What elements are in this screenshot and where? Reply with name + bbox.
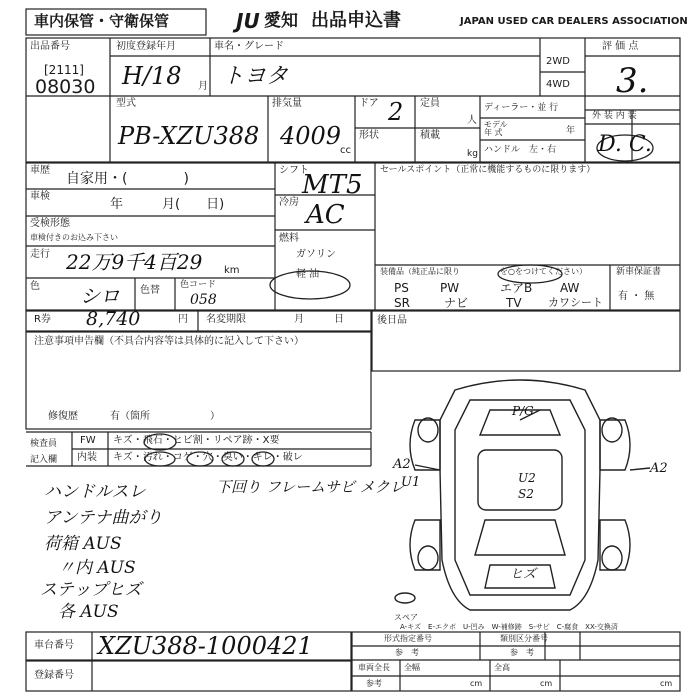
equip-navi: ナビ	[444, 296, 469, 310]
doors-label: ドア	[359, 98, 379, 109]
recycle-unit: 円	[178, 314, 188, 325]
rating-label: 評 価 点	[602, 41, 639, 52]
inspection-label: 車検	[30, 191, 50, 202]
ext-int-value: D. C.	[598, 132, 652, 157]
model-year-label: モデル 年 式	[484, 120, 508, 137]
fuel-gasoline: ガソリン	[296, 249, 336, 260]
capacity-unit: 人	[467, 115, 477, 126]
diagram-mark: S2	[518, 487, 534, 501]
diagram-mark: ヒズ	[510, 567, 537, 582]
model-value: PB-XZU388	[118, 122, 260, 150]
diagram-mark: U2	[518, 471, 536, 485]
inspector-row2-label: 内装	[77, 452, 97, 463]
notes-label: 注意事項申告欄（不具合内容等は具体的に記入して下さい）	[34, 336, 304, 347]
equip-ps: PS	[394, 281, 409, 295]
model-label: 型式	[116, 98, 136, 109]
recycle-value: 8,740	[86, 308, 141, 330]
shape-label: 形状	[359, 130, 379, 141]
car-name-label: 車名・グレード	[214, 41, 284, 52]
first-reg-label: 初度登録年月	[116, 41, 176, 52]
equip-tv: TV	[506, 296, 522, 310]
selling-points-label: セールスポイント（正常に機能するものに限ります）	[380, 165, 596, 175]
diagram-mark: P/G	[512, 404, 534, 418]
month-suffix: 月	[198, 81, 208, 92]
inspector-row1-items: キズ・飛石・ヒビ割・リペア跡・X要	[113, 435, 280, 446]
fuel-label: 燃料	[279, 233, 299, 244]
doors-value: 2	[388, 98, 404, 126]
handwritten-note: ハンドルスレ	[44, 482, 146, 502]
recycle-label: R券	[34, 314, 51, 325]
inspector-row2-items: キズ・汚れ・コゲ・穴・臭い・キレ・破レ	[113, 452, 303, 463]
color-label: 色	[30, 281, 40, 292]
storage-label: 車内保管・守衛保管	[34, 12, 170, 30]
category-label: 類別区分番号	[500, 634, 548, 643]
new-car-warranty-value: 有 ・ 無	[618, 291, 655, 302]
aftermarket-label: 後日品	[377, 315, 407, 326]
length-ref: 参考	[366, 679, 382, 688]
capacity-label: 定員	[420, 98, 440, 109]
acceptance-note: 車検付きのお込み下さい	[30, 233, 118, 242]
brand-name: 愛知	[264, 11, 298, 31]
mileage-label: 走行	[30, 249, 50, 260]
inspector-label: 検査員 記入欄	[30, 439, 58, 466]
shift-label: シフト	[279, 165, 309, 176]
repair-history-value: 有（箇所 ）	[110, 411, 220, 422]
reg-number-label: 登録番号	[34, 670, 74, 681]
inspector-row1-label: FW	[80, 435, 96, 446]
frame-note: 下回り フレームサビ メクレ	[216, 478, 405, 496]
color-value: シロ	[80, 284, 120, 308]
car-name-value: トヨタ	[222, 64, 289, 89]
category-sub: 参 考	[510, 648, 534, 657]
year-unit: 年	[566, 126, 576, 136]
dealer-label: ディーラー・並 行	[484, 103, 559, 113]
handwritten-note: ステップヒズ	[40, 580, 142, 600]
diagram-mark: A2	[650, 461, 668, 476]
color-code-value: 058	[190, 292, 217, 308]
usage-value: 自家用・( )	[66, 171, 189, 187]
usage-label: 車歴	[30, 165, 50, 176]
chassis-value: XZU388-1000421	[98, 632, 313, 660]
diagram-mark: U1	[401, 475, 421, 490]
drive-2wd: 2WD	[546, 56, 570, 67]
width-label: 全幅	[404, 663, 420, 672]
name-change-value: 月 日	[294, 314, 344, 325]
equip-pw: PW	[440, 281, 460, 295]
acceptance-label: 受検形態	[30, 218, 70, 229]
lot-label: 出品番号	[30, 41, 70, 52]
equip-sr: SR	[394, 296, 410, 310]
handwritten-note: 各 AUS	[58, 602, 119, 622]
aircon-value: AC	[306, 200, 345, 230]
lot-number: 08030	[35, 76, 96, 98]
equip-aw: AW	[560, 281, 580, 295]
handwritten-note: 〃内 AUS	[58, 558, 136, 578]
displacement-label: 排気量	[272, 98, 302, 109]
lot-code: [2111]	[44, 63, 84, 77]
spec-label: 形式指定番号	[384, 634, 432, 643]
height-label: 全高	[494, 663, 510, 672]
equipment-label: 装備品（純正品に限り を○をつけてください）	[380, 267, 587, 276]
handwritten-note: アンテナ曲がり	[44, 508, 163, 528]
first-reg-value: H/18	[122, 62, 182, 90]
aircon-label: 冷房	[279, 197, 299, 208]
handwritten-note: 荷箱 AUS	[44, 534, 122, 554]
mileage-value: 22万9千4百29	[66, 250, 203, 274]
repair-history-label: 修復歴	[48, 411, 78, 422]
width-unit: cm	[540, 679, 553, 688]
displacement-unit: cc	[340, 145, 351, 156]
new-car-warranty-label: 新車保証書	[616, 267, 662, 277]
spec-sub: 参 考	[395, 648, 419, 657]
damage-legend: A-キズ E-エクボ U-凹み W-補修跡 S-サビ C-腐食 XX-交換済	[400, 623, 618, 631]
ju-logo: JU	[236, 9, 260, 33]
color-code-label: 色コード	[180, 280, 217, 290]
fuel-diesel: 軽 油	[296, 269, 320, 280]
color-change-label: 色替	[140, 285, 160, 296]
spare-label: スペア	[394, 613, 418, 622]
mileage-unit: km	[224, 265, 240, 276]
handle-label: ハンドル 左・右	[484, 145, 557, 155]
form-title: 出品申込書	[311, 10, 401, 31]
association-name: JAPAN USED CAR DEALERS ASSOCIATION	[460, 16, 688, 27]
equip-airbag: エアB	[500, 281, 533, 295]
length-label: 車両全長	[358, 663, 390, 672]
drive-4wd: 4WD	[546, 79, 570, 90]
load-unit: kg	[467, 149, 478, 159]
inspection-value: 年 月( 日)	[110, 197, 225, 212]
diagram-mark: A2	[393, 457, 411, 472]
shift-value: MT5	[302, 170, 363, 200]
rating-value: 3.	[616, 61, 649, 101]
name-change-label: 名変期限	[206, 314, 246, 325]
load-label: 積載	[420, 130, 440, 141]
chassis-label: 車台番号	[34, 640, 74, 651]
equip-leather-seat: カワシート	[548, 296, 603, 309]
ext-int-label: 外 装 内 装	[592, 111, 637, 121]
height-unit: cm	[660, 679, 673, 688]
displacement-value: 4009	[280, 122, 342, 150]
length-unit: cm	[470, 679, 483, 688]
